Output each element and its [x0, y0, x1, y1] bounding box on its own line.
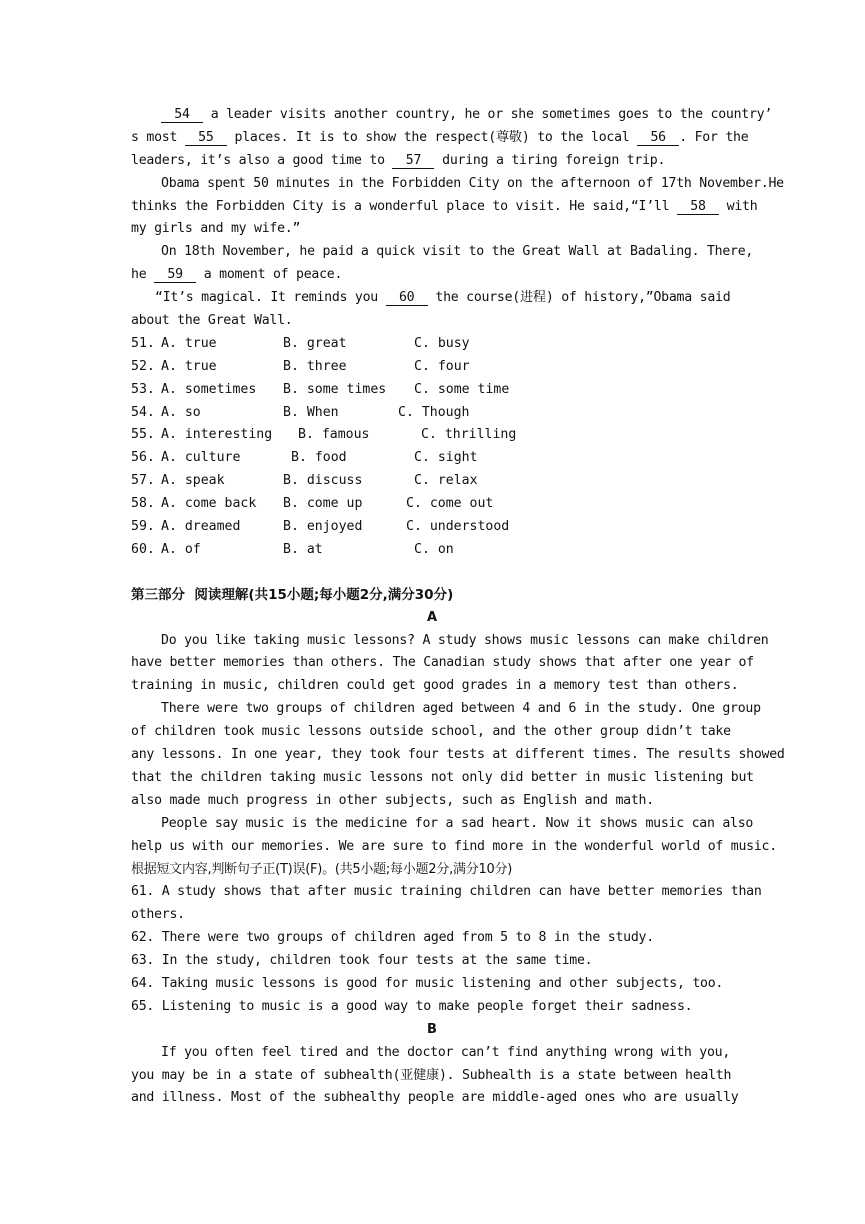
passage-line: also made much progress in other subjects, such as English and math. — [131, 792, 654, 808]
cloze-line: “It’s magical. It reminds you 60 the course(进程) of history,”Obama said — [155, 290, 731, 306]
passage-line: help us with our memories. We are sure to find more in the wonderful world of music. — [131, 838, 777, 854]
section-title: 第三部分 阅读理解(共15小题;每小题2分,满分30分) — [131, 586, 454, 603]
passage-line: that the children taking music lessons not only did better in music listening but — [131, 769, 754, 785]
question-62: 62. There were two groups of children aged from 5 to 8 in the study. — [131, 930, 654, 946]
blank-54: 54 — [161, 107, 203, 123]
cloze-line: Obama spent 50 minutes in the Forbidden City on the afternoon of 17th November.He — [161, 175, 784, 191]
option-row-54: 54. A. so B. When C. Though — [131, 404, 470, 420]
passage-line: of children took music lessons outside school, and the other group didn’t take — [131, 724, 731, 740]
passage-line: have better memories than others. The Canadian study shows that after one year of — [131, 655, 754, 671]
cloze-line: he 59 a moment of peace. — [131, 267, 343, 283]
part-a-label: A — [426, 609, 438, 625]
cloze-passage — [131, 104, 784, 333]
option-row-58: 58. A. come back B. come up C. come out — [131, 496, 494, 512]
option-row-59: 59. A. dreamed B. enjoyed C. understood — [131, 519, 510, 535]
question-63: 63. In the study, children took four tests at the same time. — [131, 953, 593, 969]
part-b-label: B — [427, 1021, 437, 1037]
passage-line: If you often feel tired and the doctor can’t find anything wrong with you, — [161, 1044, 731, 1060]
passage-line: People say music is the medicine for a sad heart. Now it shows music can also — [161, 815, 754, 831]
passage-line: There were two groups of children aged between 4 and 6 in the study. One group — [161, 701, 761, 717]
option-row-51: 51. A. true B. great C. busy — [131, 335, 470, 351]
cloze-line: On 18th November, he paid a quick visit to the Great Wall at Badaling. There, — [161, 244, 754, 260]
cloze-line: my girls and my wife.” — [131, 221, 301, 237]
option-row-55: 55. A. interesting B. famous C. thrilling — [131, 427, 517, 443]
option-row-56: 56. A. culture B. food C. sight — [131, 450, 478, 466]
passage-line: you may be in a state of subhealth(亚健康). Subhealth is a state between health — [131, 1067, 732, 1083]
cloze-line: leaders, it’s also a good time to 57 during a tiring foreign trip. — [131, 152, 666, 168]
question-64: 64. Taking music lessons is good for music listening and other subjects, too. — [131, 975, 724, 991]
option-row-60: 60. A. of B. at C. on — [131, 541, 454, 557]
question-65: 65. Listening to music is a good way to make people forget their sadness. — [131, 998, 693, 1014]
blank-59: 59 — [154, 267, 196, 283]
passage-line: Do you like taking music lessons? A study shows music lessons can make children — [161, 632, 769, 648]
passage-line: and illness. Most of the subhealthy people are middle-aged ones who are usually — [131, 1090, 739, 1106]
part-a-passage — [131, 630, 785, 882]
blank-56: 56 — [637, 130, 679, 146]
part-b-passage — [131, 1042, 739, 1111]
instruction-line: 根据短文内容,判断句子正(T)误(F)。(共5小题;每小题2分,满分10分) — [131, 861, 513, 877]
question-61: 61. A study shows that after music training children can have better memories than — [131, 884, 762, 900]
cloze-line: s most 55 places. It is to show the respect(尊敬) to the local 56 . For the — [131, 129, 749, 145]
option-row-57: 57. A. speak B. discuss C. relax — [131, 473, 478, 489]
blank-58: 58 — [677, 199, 719, 215]
option-row-53: 53. A. sometimes B. some times C. some time — [131, 381, 510, 397]
passage-line: training in music, children could get good grades in a memory test than others. — [131, 678, 739, 694]
cloze-line: 54 a leader visits another country, he or she sometimes goes to the country’ — [131, 104, 733, 127]
passage-line: any lessons. In one year, they took four tests at different times. The results showed — [131, 747, 785, 763]
option-row-52: 52. A. true B. three C. four — [131, 358, 470, 374]
options-list — [131, 333, 733, 562]
cloze-line: thinks the Forbidden City is a wonderful place to visit. He said,“I’ll 58 with — [131, 198, 758, 214]
document-page — [131, 104, 785, 1110]
blank-55: 55 — [185, 130, 227, 146]
question-61-cont: others. — [131, 907, 185, 923]
blank-60: 60 — [386, 290, 428, 306]
part-a-questions — [131, 881, 762, 1018]
blank-57: 57 — [392, 153, 434, 169]
cloze-line: about the Great Wall. — [131, 313, 293, 329]
